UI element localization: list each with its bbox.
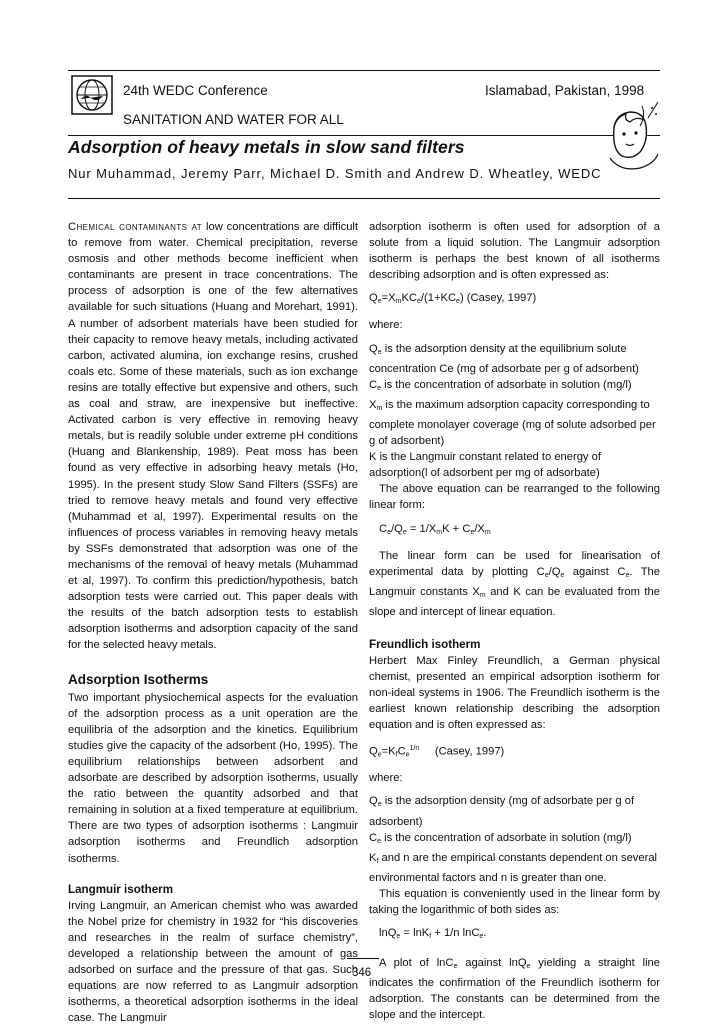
- definition-qe: $Q_e$ is the adsorption density at the equilibrium solute concentration Ce (mg of adsorbate per g of adsorbent): [369, 342, 639, 375]
- definition2-ce: $C_e$ is the concentration of adsorbate in solution (mg/l): [369, 831, 632, 845]
- conference-name: 24th WEDC Conference: [123, 83, 268, 98]
- right-column: [369, 219, 660, 1024]
- globe-water-logo-icon: [71, 75, 113, 115]
- paper-authors: Nur Muhammad, Jeremy Parr, Michael D. Smith and Andrew D. Wheatley, WEDC: [68, 166, 602, 181]
- where-label-2: where:: [369, 772, 403, 785]
- paper-title: Adsorption of heavy metals in slow sand filters: [68, 137, 465, 157]
- left-column: [68, 219, 358, 1027]
- isotherms-paragraph: Two important physiochemical aspects for the evaluation of the adsorption process as a unit operation are the equilibria of the adsorption and the kinetics. Equilibrium studies give the capacity of the adsorbent (Ho, 1995). The equilibrium relationships between adsorbent and adsorbate are described by adsorption isotherms, usually the ratio between the quantity adsorbed and that remaining in solution at a fixed temperature at equilibrium. There are two types of adsorption isotherms : Langmuir adsorption isotherms and Freundlich adsorption isotherms.: [68, 691, 358, 865]
- plot-paragraph: A plot of lnC$_e$ against lnQ$_e$ yielding a straight line indicates the confirmation of the Freundlich isotherm for adsorption. The constants can be determined from the slope and the intercept.: [369, 957, 661, 1022]
- freundlich-linear-equation: lnQ$_e$ = lnK$_f$ + 1/n lnC$_e$.: [379, 927, 487, 941]
- page-number-rule: [347, 958, 379, 959]
- intro-paragraph: [68, 219, 358, 654]
- freundlich-equation: $Q_e=K_fC_e^{1/n}$ (Casey, 1997): [369, 744, 505, 759]
- conference-motto: SANITATION AND WATER FOR ALL: [123, 112, 344, 127]
- langmuir-linear-equation: $C_e/Q_e = 1/X_mK + C_e/X_m$: [379, 522, 491, 536]
- linearisation-paragraph: The linear form can be used for linearisation of experimental data by plotting $C_e/Q_e$ against $C_e$. The Langmuir constants $X_m$ and K can be evaluated from the slope and intercept of linear equation.: [369, 549, 661, 618]
- linear-form-paragraph: This equation is conveniently used in the linear form by taking the logarithmic of both sides as:: [369, 887, 660, 917]
- definition-xm: $X_m$ is the maximum adsorption capacity corresponding to complete monolayer coverage (mg of solute adsorbed per g of adsorbent): [369, 398, 656, 448]
- langmuir-equation: $Q_e=X_mKC_e/(1+KC_e)$ (Casey, 1997): [369, 292, 537, 306]
- definition-k: K is the Langmuir constant related to energy of adsorption(l of adsorbent per mg of adsorbate): [369, 451, 601, 480]
- page-number: 346: [352, 967, 372, 979]
- rearrange-paragraph: The above equation can be rearranged to the following linear form:: [369, 483, 660, 512]
- conference-location: Islamabad, Pakistan, 1998: [485, 83, 645, 98]
- definition2-kf: $K_f$ and n are the empirical constants dependent on several environmental factors and n is greater than one.: [369, 851, 658, 884]
- langmuir-paragraph: Irving Langmuir, an American chemist who was awarded the Nobel prize for chemistry in 1932 for “his discoveries and researches in the realm of surface chemistry”, developed a relationship between the amount of gas adsorbed on surface and the pressure of that gas. Such equations are now referred to as Langmuir adsorption isotherms, a theoretical adsorption isotherms in the ideal case. The Langmuir: [68, 899, 358, 1025]
- subsection-heading-freundlich: Freundlich isotherm: [369, 637, 481, 651]
- child-drinking-water-illustration: [600, 98, 662, 180]
- where-label: where:: [369, 319, 403, 332]
- definition-ce: $C_e$ is the concentration of adsorbate in solution (mg/l): [369, 378, 632, 392]
- definition2-qe: $Q_e$ is the adsorption density (mg of adsorbate per g of adsorbent): [369, 795, 635, 828]
- title-divider: [68, 198, 660, 199]
- intro-body: low concentrations are difficult to remove from water. Chemical precipitation, reverse osmosis and other methods become inefficient when contaminants are present in trace concentrations. The process of adsorption is one of the few alternatives available for such situations (Huang and Morehart, 1991). A number of adsorbent materials have been studied for their capacity to remove heavy metals, including activated carbon, activated alumina, ion exchange resins, crushed coals etc. Some of these materials, such as ion exchange resins are totally effective but expensive and others, such as coal and straw, are inexpensive but ineffective. Activated carbon is very effective in removing heavy metals, but is readily soluble under extreme pH conditions (Huang and Blankenship, 1989). Peat moss has been found as very effective in adsorbing heavy metals (Ho, 1995). In the present study Slow Sand Filters (SSFs) are tried to remove heavy metals and found very effective (Muhammad et al, 1997). Experimental results on the influences of process variables in removing heavy metals by SSFs demonstrated that adsorption was one of the mechanisms of the removal of heavy metals (Muhammad et al, 1997). To confirm this prediction/hypothesis, batch adsorption tests were carried out. This paper deals with the results of the batch adsorption tests to establish adsorption isotherms and adsorption capacity of the sand for the selected heavy metals.: [68, 221, 359, 652]
- subsection-heading-langmuir: Langmuir isotherm: [68, 882, 174, 896]
- freundlich-paragraph: Herbert Max Finley Freundlich, a German physical chemist, presented an empirical adsorption isotherm for non-ideal systems in 1906. The Freundlich isotherm is the earliest known relationship describing the adsorption equation and is often expressed as:: [369, 655, 660, 732]
- langmuir-continued-paragraph: adsorption isotherm is often used for adsorption of a solute from a liquid solution. The Langmuir adsorption isotherm is perhaps the best known of all isotherms describing adsorption and is often expressed as:: [369, 221, 660, 282]
- intro-lead: Chemical contaminants at: [68, 221, 203, 233]
- section-heading-adsorption-isotherms: Adsorption Isotherms: [68, 671, 209, 687]
